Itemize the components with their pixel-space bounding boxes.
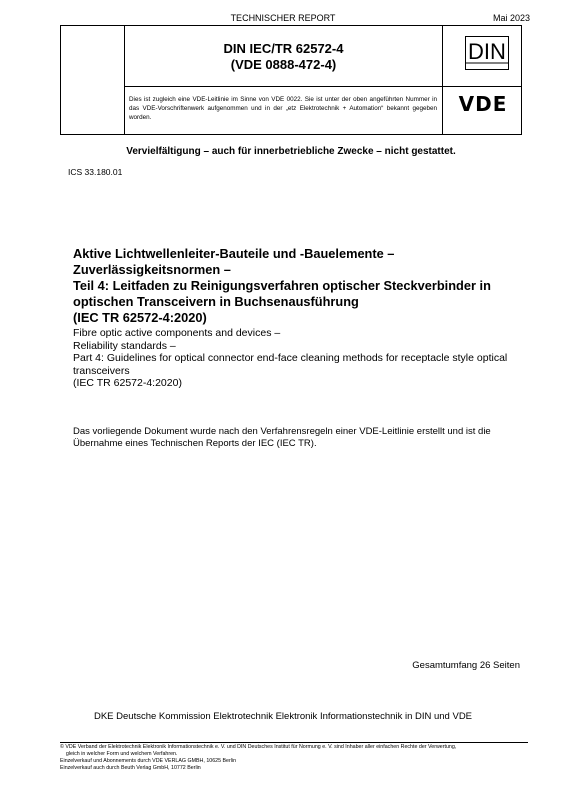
publication-date: Mai 2023 [492,13,530,23]
title-german [73,246,523,326]
reproduction-notice: Vervielfältigung – auch für innerbetriebliche Zwecke – nicht gestattet. [126,146,456,157]
title-english-line: Reliability standards – [73,339,176,352]
title-german-line: Zuverlässigkeitsnormen – [73,262,231,277]
frame-divider-right [442,26,443,134]
title-german-line: optischen Transceivern in Buchsenausführung [73,294,359,309]
document-type: TECHNISCHER REPORT [230,13,336,23]
ics-code: ICS 33.180.01 [68,167,123,177]
title-english [73,327,523,390]
title-english-line: transceivers [73,364,130,377]
footer-line: gleich in welcher Form und welchem Verfahren. [60,751,178,757]
standard-number [125,41,442,73]
standard-number-line2: (VDE 0888-472-4) [230,57,337,72]
title-english-line: Fibre optic active components and devices – [73,327,281,339]
committee-line: DKE Deutsche Kommission Elektrotechnik Elektronik Informationstechnik in DIN und VDE [93,711,473,722]
vde-guideline-note: Dies ist zugleich eine VDE-Leitlinie im Sinne von VDE 0022. Sie ist unter der oben angeführten Nummer in das VDE-Vorschriftenwerk aufgenommen und in der „etz Elektrotechnik + Automation“ bekannt gegeben worden. [129,96,437,121]
footer-line: © VDE Verband der Elektrotechnik Elektronik Informationstechnik e. V. und DIN Deutsches Institut für Normung e. V. sind Inhaber aller einfachen Rechte der Verwertung, [60,744,457,750]
footer-divider [60,742,528,743]
footer-line: Einzelverkauf und Abonnements durch VDE VERLAG GMBH, 10625 Berlin [60,758,237,764]
header-frame [60,25,522,135]
title-english-line: Part 4: Guidelines for optical connector end-face cleaning methods for receptacle style optical [73,352,508,364]
title-english-line: (IEC TR 62572-4:2020) [73,377,182,389]
footer-line: Einzelverkauf auch durch Beuth Verlag GmbH, 10772 Berlin [60,765,201,771]
title-german-line: (IEC TR 62572-4:2020) [73,310,207,325]
total-pages: Gesamtumfang 26 Seiten [412,660,520,671]
frame-divider-horizontal [124,86,521,87]
title-german-line: Aktive Lichtwellenleiter-Bauteile und -Bauelemente – [73,246,395,261]
copyright-footer [60,744,530,772]
document-description: Das vorliegende Dokument wurde nach den Verfahrensregeln einer VDE-Leitlinie erstellt und ist die Übernahme eines Technischen Reports der IEC (IEC TR). [73,426,491,449]
vde-logo: VDE [458,92,508,116]
din-logo-text: DIN [468,39,506,64]
title-german-line: Teil 4: Leitfaden zu Reinigungsverfahren optischer Steckverbinder in [73,278,491,293]
standard-number-line1: DIN IEC/TR 62572-4 [223,41,344,56]
din-logo [465,36,509,70]
